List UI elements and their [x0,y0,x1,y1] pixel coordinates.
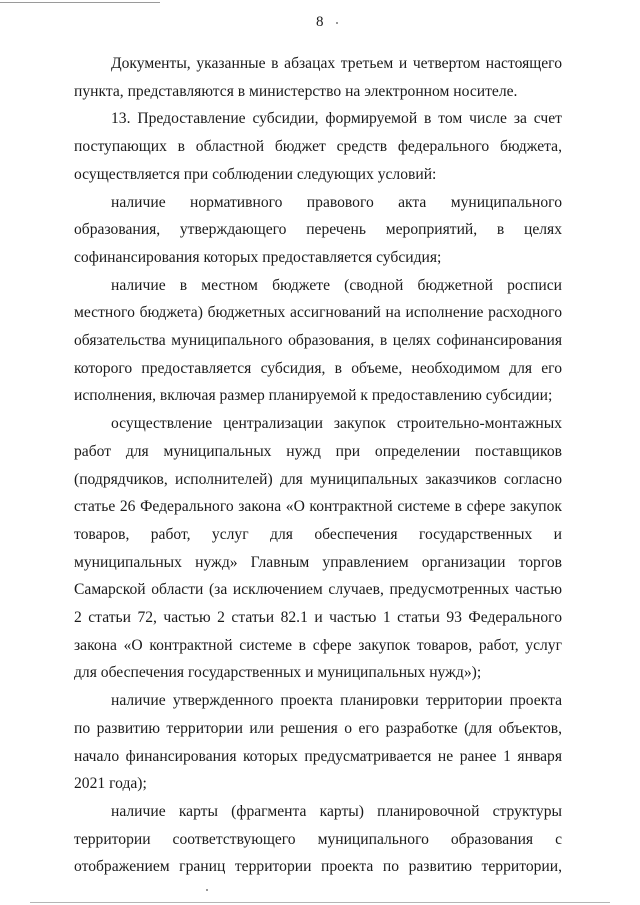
scan-speck [336,22,338,24]
paragraph-item-13: 13. Предоставление субсидии, формируемой в том числе за счет поступающих в областной бюджет средств федерального бюджета, осуществляется при соблюдении следующих условий: [74,110,562,183]
paragraph-condition-normative-act: наличие нормативного правового акта муниципального образования, утверждающего перечень мероприятий, в целях софинансирования которых предоставляется субсидия; [74,193,562,266]
scan-artifact-top [0,2,160,3]
document-body [74,50,562,881]
page-number: 8 [316,14,324,30]
paragraph-condition-budget-allocations: наличие в местном бюджете (сводной бюджетной росписи местного бюджета) бюджетных ассигнований на исполнение расходного обязательства муниципального образования, в целях софинансирования которого предоставляется субсидия, в объеме, необходимом для его исполнения, включая размер планируемой к предоставлению субсидии; [74,276,562,405]
paragraph-condition-procurement: осуществление централизации закупок строительно-монтажных работ для муниципальных нужд при определении поставщиков (подрядчиков, исполнителей) для муниципальных заказчиков согласно статье 26 Федерального закона «О контрактной системе в сфере закупок товаров, работ, услуг для обеспечения государственных и муниципальных нужд» Главным управлением организации торгов Самарской области (за исключением случаев, предусмотренных частью 2 статьи 72, частью 2 статьи 82.1 и частью 1 статьи 93 Федерального закона «О контрактной системе в сфере закупок товаров, работ, услуг для обеспечения государственных и муниципальных нужд»); [74,415,562,682]
scan-artifact-bottom [30,902,610,903]
paragraph-condition-territory-map: наличие карты (фрагмента карты) планировочной структуры территории соответствующего муниципального образования с отображением границ территории проекта по развитию территории, [74,802,562,876]
scan-speck [206,889,208,891]
paragraph-documents-note: Документы, указанные в абзацах третьем и четвертом настоящего пункта, представляются в министерство на электронном носителе. [74,55,562,100]
paragraph-condition-planning-project: наличие утвержденного проекта планировки территории проекта по развитию территории или решения о его разработке (для объектов, начало финансирования которых предусматривается не ранее 1 января 2021 года); [74,692,562,793]
